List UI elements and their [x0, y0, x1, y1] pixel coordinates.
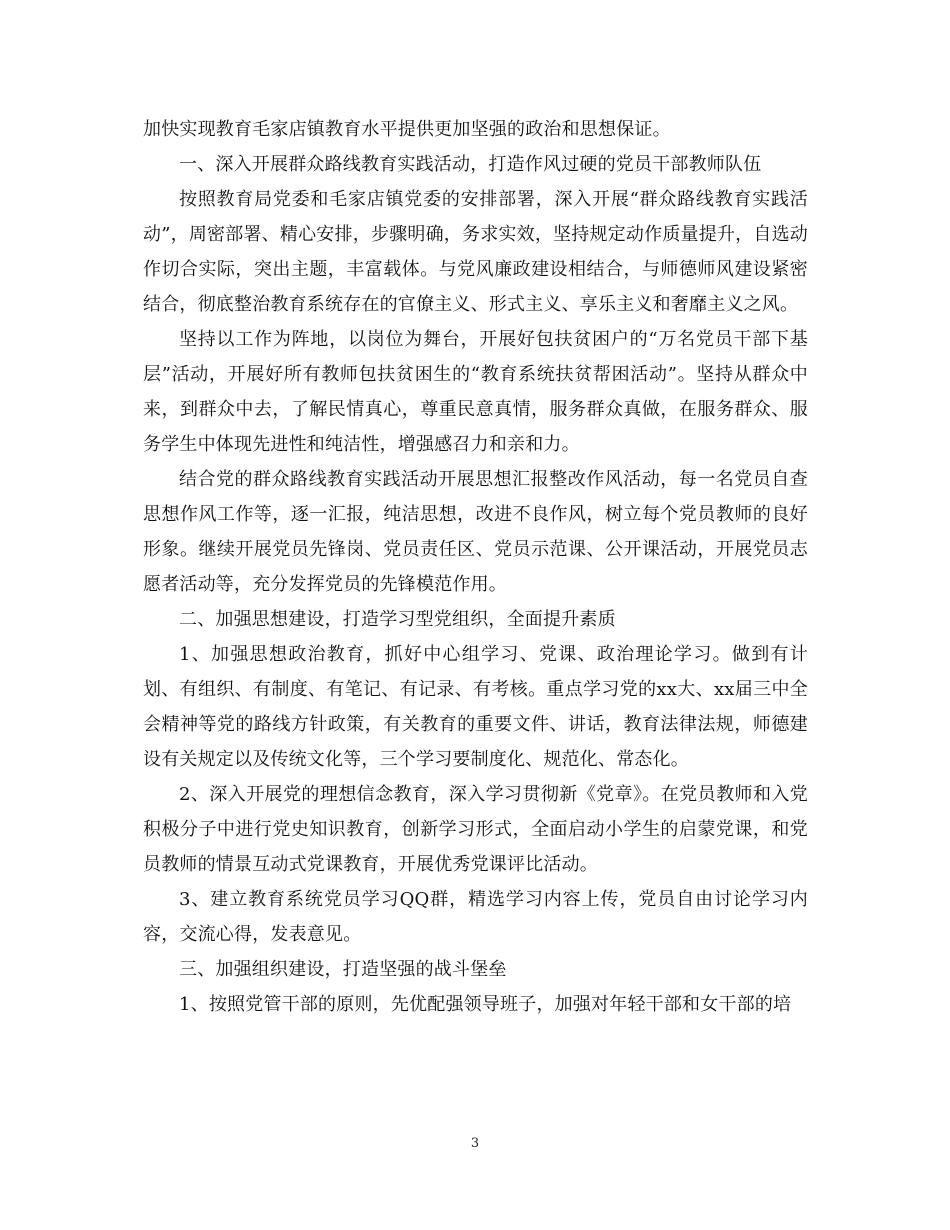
paragraph: 结合党的群众路线教育实践活动开展思想汇报整改作风活动，每一名党员自查思想作风工作等，逐一汇报，纯洁思想，改进不良作风，树立每个党员教师的良好形象。继续开展党员先锋岗、党员责任区、党员示范课、公开课活动，开展党员志愿者活动等，充分发挥党员的先锋模范作用。	[143, 469, 808, 595]
section-heading-3: 三、加强组织建设，打造坚强的战斗堡垒	[179, 959, 507, 980]
document-body	[143, 112, 808, 1022]
list-item-paragraph: 1、按照党管干部的原则，先优配强领导班子，加强对年轻干部和女干部的培	[179, 994, 792, 1015]
list-item-paragraph: 1、加强思想政治教育，抓好中心组学习、党课、政治理论学习。做到有计划、有组织、有制度、有笔记、有记录、有考核。重点学习党的xx大、xx届三中全会精神等党的路线方针政策，有关教育的重要文件、讲话，教育法律法规，师德建设有关规定以及传统文化等，三个学习要制度化、规范化、常态化。	[143, 644, 808, 770]
section-heading-2: 二、加强思想建设，打造学习型党组织，全面提升素质	[179, 609, 616, 630]
paragraph: 按照教育局党委和毛家店镇党委的安排部署，深入开展“群众路线教育实践活动”，周密部署、精心安排，步骤明确，务求实效，坚持规定动作质量提升，自选动作切合实际，突出主题，丰富载体。与党风廉政建设相结合，与师德师风建设紧密结合，彻底整治教育系统存在的官僚主义、形式主义、享乐主义和奢靡主义之风。	[143, 189, 808, 315]
list-item-paragraph: 3、建立教育系统党员学习QQ群，精选学习内容上传，党员自由讨论学习内容，交流心得，发表意见。	[143, 889, 808, 945]
page-number: 3	[470, 1136, 480, 1151]
paragraph: 坚持以工作为阵地，以岗位为舞台，开展好包扶贫困户的“万名党员干部下基层”活动，开展好所有教师包扶贫困生的“教育系统扶贫帮困活动”。坚持从群众中来，到群众中去，了解民情真心，尊重民意真情，服务群众真做，在服务群众、服务学生中体现先进性和纯洁性，增强感召力和亲和力。	[143, 329, 808, 455]
section-heading-1: 一、深入开展群众路线教育实践活动，打造作风过硬的党员干部教师队伍	[179, 154, 762, 175]
paragraph-continuation: 加快实现教育毛家店镇教育水平提供更加坚强的政治和思想保证。	[143, 119, 671, 140]
list-item-paragraph: 2、深入开展党的理想信念教育，深入学习贯彻新《党章》。在党员教师和入党积极分子中进行党史知识教育，创新学习形式，全面启动小学生的启蒙党课，和党员教师的情景互动式党课教育，开展优秀党课评比活动。	[143, 784, 808, 875]
